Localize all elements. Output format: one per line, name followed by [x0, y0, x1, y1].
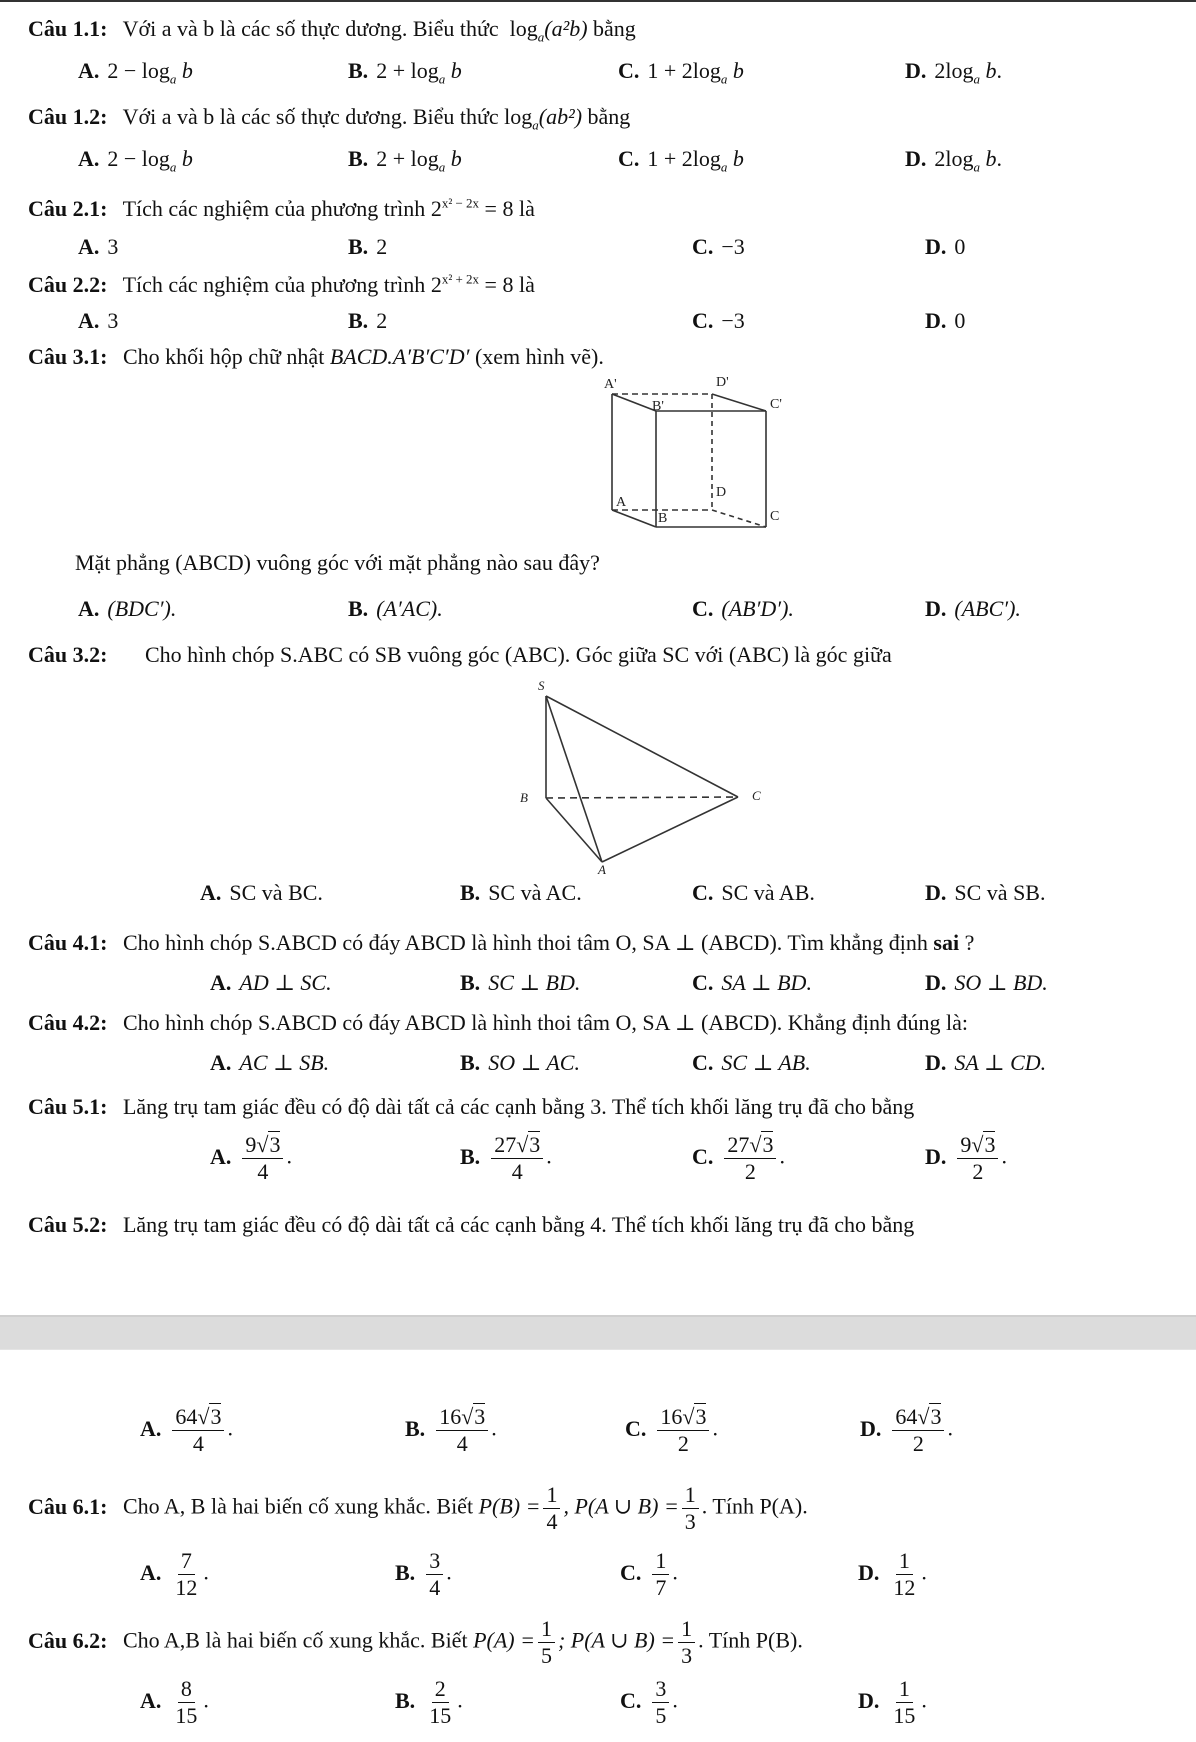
options-4-2 — [0, 1050, 1196, 1090]
option-b[interactable]: B. $2 + \log_a b$ — [348, 58, 462, 87]
option-a[interactable]: A. $\frac{8}{15}$ . — [140, 1676, 209, 1728]
option-a[interactable]: A. AC ⊥ SB. — [210, 1050, 330, 1075]
option-b[interactable]: B. 2 — [348, 234, 388, 259]
option-d[interactable]: D. $2\log_a$ b. — [905, 146, 1003, 175]
question-2-1: Câu 2.1: Tích các nghiệm của phương trình $2^{x^2 - 2x} = 8$ là — [28, 195, 535, 221]
option-b[interactable]: B. 2 — [348, 308, 388, 333]
option-c[interactable]: C. SC và AB. — [692, 880, 815, 905]
label-a: A — [598, 862, 606, 877]
options-2-2 — [0, 308, 1196, 348]
option-c[interactable]: C. $1 + 2\log_a$ b — [618, 58, 744, 87]
option-b[interactable]: B. $2 + \log_a b$ — [348, 146, 462, 175]
top-rule — [0, 0, 1196, 2]
options-6-2 — [0, 1676, 1196, 1736]
option-a[interactable]: A. (BDC′). — [78, 596, 177, 621]
label-b: B — [658, 511, 668, 526]
option-b[interactable]: B. SC ⊥ BD. — [460, 970, 581, 995]
question-4-1: Câu 4.1: Cho hình chóp S.ABCD có đáy ABCD là hình thoi tâm O, SA ⊥ (ABCD). Tìm khẳng định sai ? — [28, 930, 975, 955]
page-break-band — [0, 1315, 1196, 1350]
options-4-1 — [0, 970, 1196, 1010]
question-1-2: Câu 1.2: Với a và b là các số thực dương. Biểu thức $\log_a(ab^2)$ bằng — [28, 104, 631, 133]
label-a1: A' — [604, 377, 617, 392]
option-b[interactable]: B. $\frac{2}{15}$ . — [395, 1676, 463, 1728]
option-c[interactable]: C. $\frac{16√3}{2}$ . — [625, 1404, 718, 1456]
option-a[interactable]: A. 3 — [78, 234, 119, 259]
question-3-1-prompt: Mặt phẳng (ABCD) vuông góc với mặt phẳng nào sau đây? — [75, 550, 600, 575]
label-c: C — [752, 788, 761, 803]
option-c[interactable]: C. −3 — [692, 308, 745, 333]
option-d[interactable]: D. SC và SB. — [925, 880, 1046, 905]
question-6-1: Câu 6.1: Cho A, B là hai biến cố xung khắc. Biết P(B) = $\frac{1}{4}$ , P(A ∪ B) = $\frac{1}{3}$ . Tính P(A). — [28, 1482, 808, 1534]
question-6-2: Câu 6.2: Cho A,B là hai biến cố xung khắc. Biết P(A) = $\frac{1}{5}$ ; P(A ∪ B) = $\frac{1}{3}$ . Tính P(B). — [28, 1616, 803, 1668]
option-a[interactable]: A. $2 - \log_a b$ — [78, 58, 193, 87]
options-5-1 — [0, 1132, 1196, 1192]
label-b: B — [520, 790, 528, 805]
option-d[interactable]: D. $2\log_a$ b. — [905, 58, 1003, 87]
label-a: A — [616, 495, 627, 510]
option-c[interactable]: C. $\frac{1}{7}$ . — [620, 1548, 678, 1600]
option-c[interactable]: C. $1 + 2\log_a$ b — [618, 146, 744, 175]
option-b[interactable]: B. $\frac{3}{4}$ . — [395, 1548, 452, 1600]
label-d: D — [716, 485, 727, 500]
option-a[interactable]: A. $\frac{9√3}{4}$ . — [210, 1132, 292, 1184]
box-figure — [600, 372, 780, 532]
option-b[interactable]: B. SO ⊥ AC. — [460, 1050, 580, 1075]
option-a[interactable]: A. $\frac{7}{12}$ . — [140, 1548, 209, 1600]
option-d[interactable]: D. $\frac{64√3}{2}$ . — [860, 1404, 953, 1456]
options-1-1 — [0, 58, 1196, 98]
option-d[interactable]: D. (ABC′). — [925, 596, 1021, 621]
option-c[interactable]: C. (AB′D′). — [692, 596, 794, 621]
option-c[interactable]: C. −3 — [692, 234, 745, 259]
option-d[interactable]: D. SO ⊥ BD. — [925, 970, 1048, 995]
option-c[interactable]: C. $\frac{3}{5}$ . — [620, 1676, 678, 1728]
option-d[interactable]: D. 0 — [925, 234, 966, 259]
option-a[interactable]: A. 3 — [78, 308, 119, 333]
pyramid-figure — [500, 680, 790, 875]
question-label: Câu 1.1: — [28, 16, 108, 41]
option-b[interactable]: B. $\frac{16√3}{4}$ . — [405, 1404, 497, 1456]
option-d[interactable]: D. $\frac{9√3}{2}$ . — [925, 1132, 1007, 1184]
options-6-1 — [0, 1548, 1196, 1608]
label-b1: B' — [652, 399, 664, 414]
question-3-2: Câu 3.2: Cho hình chóp S.ABC có SB vuông góc (ABC). Góc giữa SC với (ABC) là góc giữa — [28, 642, 892, 667]
label-c: C — [770, 509, 780, 524]
label-c1: C' — [770, 397, 782, 412]
question-2-2: Câu 2.2: Tích các nghiệm của phương trình $2^{x^2 + 2x} = 8$ là — [28, 271, 535, 297]
option-c[interactable]: C. SC ⊥ AB. — [692, 1050, 811, 1075]
option-b[interactable]: B. $\frac{27√3}{4}$ . — [460, 1132, 552, 1184]
option-d[interactable]: D. 0 — [925, 308, 966, 333]
option-a[interactable]: A. SC và BC. — [200, 880, 323, 905]
option-c[interactable]: C. $\frac{27√3}{2}$ . — [692, 1132, 785, 1184]
options-3-1 — [0, 596, 1196, 636]
label-d1: D' — [716, 375, 729, 390]
question-5-1: Câu 5.1: Lăng trụ tam giác đều có độ dài tất cả các cạnh bằng 3. Thể tích khối lăng trụ đã cho bằng — [28, 1094, 915, 1119]
option-d[interactable]: D. $\frac{1}{12}$ . — [858, 1548, 927, 1600]
label-s: S — [538, 678, 545, 693]
question-4-2: Câu 4.2: Cho hình chóp S.ABCD có đáy ABCD là hình thoi tâm O, SA ⊥ (ABCD). Khẳng định đúng là: — [28, 1010, 969, 1035]
option-a[interactable]: A. AD ⊥ SC. — [210, 970, 332, 995]
option-b[interactable]: B. SC và AC. — [460, 880, 582, 905]
option-b[interactable]: B. (A′AC). — [348, 596, 443, 621]
question-3-1: Câu 3.1: Cho khối hộp chữ nhật BACD.A′B′C′D′ (xem hình vẽ). — [28, 344, 604, 369]
option-d[interactable]: D. $\frac{1}{15}$ . — [858, 1676, 927, 1728]
options-3-2 — [0, 880, 1196, 920]
option-a[interactable]: A. $2 - \log_a b$ — [78, 146, 193, 175]
question-5-2: Câu 5.2: Lăng trụ tam giác đều có độ dài tất cả các cạnh bằng 4. Thể tích khối lăng trụ đã cho bằng — [28, 1212, 915, 1237]
options-5-2 — [0, 1404, 1196, 1464]
option-a[interactable]: A. $\frac{64√3}{4}$ . — [140, 1404, 233, 1456]
option-c[interactable]: C. SA ⊥ BD. — [692, 970, 812, 995]
options-1-2 — [0, 146, 1196, 186]
options-2-1 — [0, 234, 1196, 274]
option-d[interactable]: D. SA ⊥ CD. — [925, 1050, 1047, 1075]
question-1-1: Câu 1.1: Với a và b là các số thực dương. Biểu thức $\log_a(a^2b)$ bằng — [28, 16, 636, 45]
